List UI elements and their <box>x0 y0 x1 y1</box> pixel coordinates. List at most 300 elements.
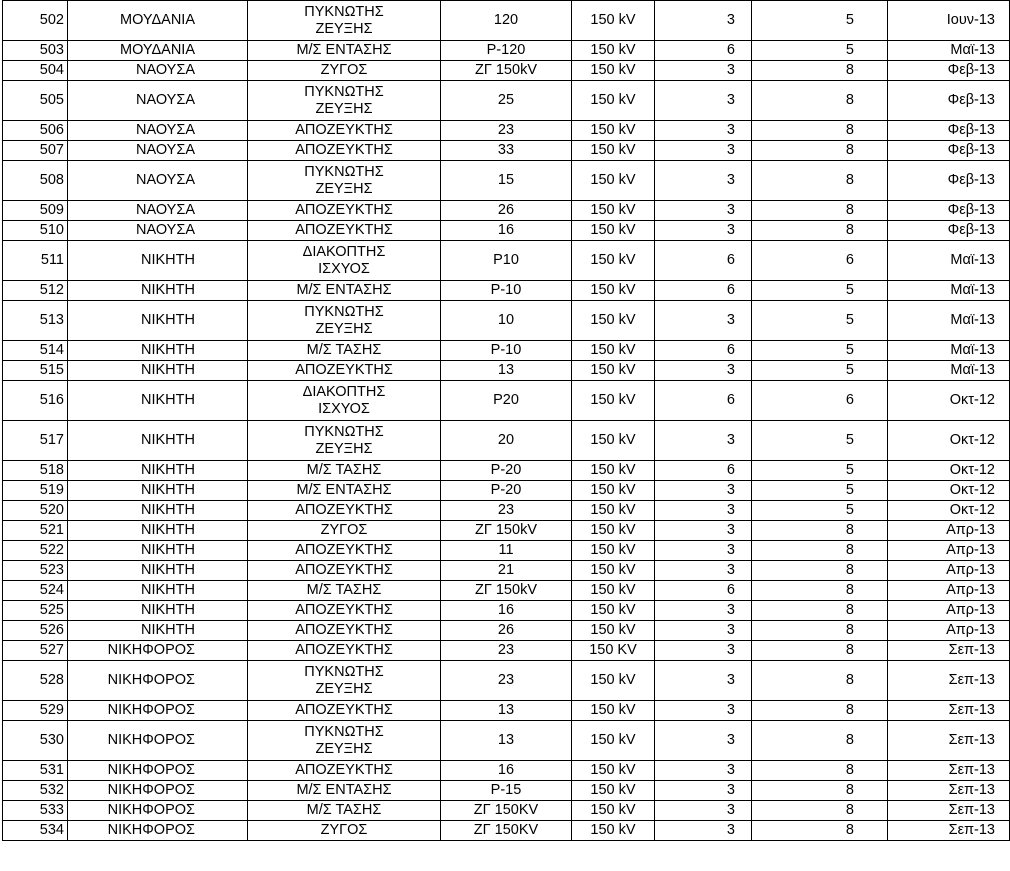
table-row <box>3 341 1010 361</box>
cell-code: 120 <box>441 1 572 41</box>
cell-number: 532 <box>3 781 68 801</box>
cell-number: 534 <box>3 821 68 841</box>
cell-number: 517 <box>3 421 68 461</box>
table-row <box>3 221 1010 241</box>
cell-voltage: 150 kV <box>572 781 655 801</box>
table-row <box>3 501 1010 521</box>
cell-equipment-type <box>248 1 441 41</box>
table-row <box>3 521 1010 541</box>
cell-date: Μαϊ-13 <box>888 281 1010 301</box>
cell-value-a: 3 <box>655 201 752 221</box>
cell-voltage: 150 kV <box>572 701 655 721</box>
cell-value-b: 5 <box>752 421 888 461</box>
cell-date: Οκτ-12 <box>888 501 1010 521</box>
cell-equipment-type <box>248 121 441 141</box>
cell-value-b: 8 <box>752 61 888 81</box>
cell-value-a: 3 <box>655 761 752 781</box>
equipment-type-line: ΖΕΥΞΗΣ <box>315 740 373 757</box>
table-row <box>3 381 1010 421</box>
table-row <box>3 361 1010 381</box>
cell-number: 519 <box>3 481 68 501</box>
cell-number: 505 <box>3 81 68 121</box>
equipment-type-line: Μ/Σ ΕΝΤΑΣΗΣ <box>296 42 392 58</box>
cell-value-a: 3 <box>655 621 752 641</box>
cell-equipment-type <box>248 521 441 541</box>
cell-equipment-type <box>248 41 441 61</box>
cell-equipment-type <box>248 761 441 781</box>
table-row <box>3 621 1010 641</box>
cell-location: ΝΑΟΥΣΑ <box>68 121 248 141</box>
cell-equipment-type <box>248 381 441 421</box>
equipment-type-line: ΑΠΟΖΕΥΚΤΗΣ <box>295 602 393 618</box>
cell-value-b: 8 <box>752 541 888 561</box>
cell-code: Ρ-10 <box>441 341 572 361</box>
cell-date: Απρ-13 <box>888 541 1010 561</box>
cell-equipment-type <box>248 561 441 581</box>
table-row <box>3 761 1010 781</box>
cell-location: ΝΙΚΗΦΟΡΟΣ <box>68 781 248 801</box>
cell-location: ΝΑΟΥΣΑ <box>68 61 248 81</box>
cell-value-a: 3 <box>655 541 752 561</box>
cell-value-b: 8 <box>752 201 888 221</box>
cell-number: 524 <box>3 581 68 601</box>
cell-voltage: 150 kV <box>572 821 655 841</box>
equipment-type-line: ΙΣΧΥΟΣ <box>318 400 370 417</box>
cell-value-a: 3 <box>655 781 752 801</box>
cell-number: 530 <box>3 721 68 761</box>
cell-value-a: 3 <box>655 361 752 381</box>
cell-value-a: 6 <box>655 581 752 601</box>
cell-equipment-type <box>248 161 441 201</box>
cell-date: Μαϊ-13 <box>888 41 1010 61</box>
cell-value-a: 6 <box>655 461 752 481</box>
cell-location: ΝΙΚΗΤΗ <box>68 501 248 521</box>
equipment-table-container <box>2 0 995 871</box>
cell-voltage: 150 kV <box>572 661 655 701</box>
cell-location: ΝΙΚΗΦΟΡΟΣ <box>68 761 248 781</box>
cell-code: ΖΓ 150kV <box>441 581 572 601</box>
cell-value-a: 3 <box>655 521 752 541</box>
equipment-type-line: Μ/Σ ΕΝΤΑΣΗΣ <box>296 282 392 298</box>
cell-date: Ιουν-13 <box>888 1 1010 41</box>
cell-voltage: 150 kV <box>572 241 655 281</box>
cell-code: 26 <box>441 621 572 641</box>
cell-equipment-type <box>248 821 441 841</box>
cell-value-b: 5 <box>752 361 888 381</box>
cell-voltage: 150 kV <box>572 601 655 621</box>
cell-equipment-type <box>248 721 441 761</box>
equipment-type-line: ΖΕΥΞΗΣ <box>315 100 373 117</box>
cell-date: Απρ-13 <box>888 581 1010 601</box>
cell-voltage: 150 kV <box>572 221 655 241</box>
cell-code: Ρ20 <box>441 381 572 421</box>
equipment-type-line: ΖΕΥΞΗΣ <box>315 680 373 697</box>
equipment-type-line: ΠΥΚΝΩΤΗΣ <box>304 83 384 100</box>
table-row <box>3 661 1010 701</box>
equipment-type-line: ΑΠΟΖΕΥΚΤΗΣ <box>295 562 393 578</box>
equipment-type-line: ΑΠΟΖΕΥΚΤΗΣ <box>295 122 393 138</box>
cell-number: 520 <box>3 501 68 521</box>
cell-code: 21 <box>441 561 572 581</box>
cell-value-b: 8 <box>752 81 888 121</box>
table-row <box>3 481 1010 501</box>
cell-number: 513 <box>3 301 68 341</box>
table-row <box>3 141 1010 161</box>
cell-code: 23 <box>441 501 572 521</box>
equipment-type-line: ΠΥΚΝΩΤΗΣ <box>304 3 384 20</box>
cell-number: 506 <box>3 121 68 141</box>
cell-voltage: 150 kV <box>572 281 655 301</box>
cell-number: 521 <box>3 521 68 541</box>
cell-number: 511 <box>3 241 68 281</box>
cell-number: 503 <box>3 41 68 61</box>
cell-voltage: 150 kV <box>572 161 655 201</box>
table-row <box>3 801 1010 821</box>
cell-date: Οκτ-12 <box>888 421 1010 461</box>
equipment-type-line: ΖΕΥΞΗΣ <box>315 20 373 37</box>
equipment-type-line: ΖΥΓΟΣ <box>320 822 368 838</box>
cell-voltage: 150 kV <box>572 721 655 761</box>
table-row <box>3 701 1010 721</box>
cell-location: ΝΙΚΗΤΗ <box>68 621 248 641</box>
equipment-type-line: ΠΥΚΝΩΤΗΣ <box>304 163 384 180</box>
cell-code: 23 <box>441 121 572 141</box>
cell-value-b: 8 <box>752 721 888 761</box>
cell-value-a: 3 <box>655 601 752 621</box>
cell-date: Οκτ-12 <box>888 461 1010 481</box>
cell-date: Σεπ-13 <box>888 661 1010 701</box>
cell-value-b: 8 <box>752 801 888 821</box>
equipment-type-line: ΠΥΚΝΩΤΗΣ <box>304 723 384 740</box>
cell-code: Ρ-10 <box>441 281 572 301</box>
cell-location: ΝΙΚΗΤΗ <box>68 581 248 601</box>
cell-voltage: 150 kV <box>572 41 655 61</box>
cell-location: ΝΙΚΗΤΗ <box>68 521 248 541</box>
cell-code: Ρ-15 <box>441 781 572 801</box>
equipment-type-line: ΑΠΟΖΕΥΚΤΗΣ <box>295 202 393 218</box>
equipment-type-line: ΠΥΚΝΩΤΗΣ <box>304 423 384 440</box>
table-row <box>3 1 1010 41</box>
cell-voltage: 150 kV <box>572 541 655 561</box>
cell-value-b: 8 <box>752 821 888 841</box>
cell-voltage: 150 kV <box>572 481 655 501</box>
equipment-type-line: ΔΙΑΚΟΠΤΗΣ <box>302 383 386 400</box>
table-row <box>3 561 1010 581</box>
cell-value-b: 8 <box>752 141 888 161</box>
cell-value-b: 8 <box>752 761 888 781</box>
equipment-type-line: ΖΥΓΟΣ <box>320 522 368 538</box>
cell-number: 502 <box>3 1 68 41</box>
equipment-type-line: ΠΥΚΝΩΤΗΣ <box>304 663 384 680</box>
cell-date: Σεπ-13 <box>888 821 1010 841</box>
cell-equipment-type <box>248 361 441 381</box>
cell-voltage: 150 kV <box>572 801 655 821</box>
table-row <box>3 781 1010 801</box>
table-row <box>3 721 1010 761</box>
cell-code: ΖΓ 150kV <box>441 61 572 81</box>
cell-code: 26 <box>441 201 572 221</box>
cell-value-b: 8 <box>752 601 888 621</box>
cell-date: Μαϊ-13 <box>888 361 1010 381</box>
table-row <box>3 61 1010 81</box>
equipment-type-line: ΑΠΟΖΕΥΚΤΗΣ <box>295 642 393 658</box>
cell-value-a: 3 <box>655 61 752 81</box>
cell-value-a: 3 <box>655 141 752 161</box>
cell-number: 509 <box>3 201 68 221</box>
cell-voltage: 150 kV <box>572 381 655 421</box>
equipment-type-line: ΑΠΟΖΕΥΚΤΗΣ <box>295 502 393 518</box>
equipment-table-body <box>3 1 1010 841</box>
equipment-type-line: Μ/Σ ΤΑΣΗΣ <box>306 802 382 818</box>
cell-number: 512 <box>3 281 68 301</box>
cell-location: ΝΙΚΗΤΗ <box>68 381 248 421</box>
cell-date: Απρ-13 <box>888 521 1010 541</box>
cell-value-a: 3 <box>655 221 752 241</box>
table-row <box>3 161 1010 201</box>
cell-location: ΝΙΚΗΤΗ <box>68 421 248 461</box>
cell-code: 23 <box>441 661 572 701</box>
cell-value-a: 3 <box>655 701 752 721</box>
cell-value-b: 8 <box>752 581 888 601</box>
cell-value-b: 8 <box>752 701 888 721</box>
cell-number: 507 <box>3 141 68 161</box>
cell-date: Φεβ-13 <box>888 201 1010 221</box>
cell-date: Φεβ-13 <box>888 221 1010 241</box>
cell-location: ΝΙΚΗΦΟΡΟΣ <box>68 641 248 661</box>
cell-equipment-type <box>248 641 441 661</box>
cell-equipment-type <box>248 281 441 301</box>
cell-code: ΖΓ 150KV <box>441 821 572 841</box>
cell-location: ΝΙΚΗΤΗ <box>68 561 248 581</box>
cell-equipment-type <box>248 601 441 621</box>
cell-voltage: 150 kV <box>572 361 655 381</box>
cell-voltage: 150 kV <box>572 561 655 581</box>
cell-equipment-type <box>248 61 441 81</box>
table-row <box>3 421 1010 461</box>
cell-location: ΝΙΚΗΦΟΡΟΣ <box>68 701 248 721</box>
cell-date: Φεβ-13 <box>888 141 1010 161</box>
cell-value-a: 3 <box>655 121 752 141</box>
table-row <box>3 41 1010 61</box>
cell-equipment-type <box>248 621 441 641</box>
cell-value-b: 8 <box>752 661 888 701</box>
cell-equipment-type <box>248 481 441 501</box>
cell-equipment-type <box>248 701 441 721</box>
cell-equipment-type <box>248 341 441 361</box>
cell-code: ΖΓ 150kV <box>441 521 572 541</box>
table-row <box>3 601 1010 621</box>
cell-equipment-type <box>248 461 441 481</box>
table-row <box>3 461 1010 481</box>
cell-equipment-type <box>248 201 441 221</box>
cell-date: Φεβ-13 <box>888 81 1010 121</box>
cell-code: Ρ-20 <box>441 481 572 501</box>
cell-value-a: 3 <box>655 421 752 461</box>
cell-value-b: 6 <box>752 381 888 421</box>
cell-value-a: 3 <box>655 561 752 581</box>
cell-number: 510 <box>3 221 68 241</box>
equipment-type-line: ΖΕΥΞΗΣ <box>315 180 373 197</box>
cell-value-b: 8 <box>752 121 888 141</box>
cell-code: 16 <box>441 761 572 781</box>
cell-date: Απρ-13 <box>888 621 1010 641</box>
cell-code: 16 <box>441 601 572 621</box>
cell-equipment-type <box>248 221 441 241</box>
equipment-type-line: ΖΥΓΟΣ <box>320 62 368 78</box>
cell-value-a: 6 <box>655 241 752 281</box>
cell-number: 522 <box>3 541 68 561</box>
cell-value-a: 3 <box>655 661 752 701</box>
equipment-table <box>2 0 1010 841</box>
cell-code: 20 <box>441 421 572 461</box>
cell-location: ΝΙΚΗΦΟΡΟΣ <box>68 821 248 841</box>
cell-equipment-type <box>248 581 441 601</box>
cell-voltage: 150 kV <box>572 201 655 221</box>
cell-voltage: 150 kV <box>572 81 655 121</box>
cell-number: 523 <box>3 561 68 581</box>
cell-number: 531 <box>3 761 68 781</box>
cell-location: ΝΙΚΗΦΟΡΟΣ <box>68 721 248 761</box>
cell-date: Σεπ-13 <box>888 761 1010 781</box>
cell-value-b: 5 <box>752 301 888 341</box>
table-row <box>3 121 1010 141</box>
cell-date: Οκτ-12 <box>888 481 1010 501</box>
cell-value-a: 3 <box>655 481 752 501</box>
cell-equipment-type <box>248 301 441 341</box>
cell-location: ΝΙΚΗΤΗ <box>68 341 248 361</box>
cell-code: 33 <box>441 141 572 161</box>
equipment-type-line: Μ/Σ ΤΑΣΗΣ <box>306 582 382 598</box>
cell-value-a: 6 <box>655 281 752 301</box>
cell-number: 526 <box>3 621 68 641</box>
equipment-type-line: ΙΣΧΥΟΣ <box>318 260 370 277</box>
cell-location: ΝΑΟΥΣΑ <box>68 201 248 221</box>
cell-value-a: 3 <box>655 1 752 41</box>
cell-location: ΝΙΚΗΤΗ <box>68 461 248 481</box>
cell-value-a: 6 <box>655 341 752 361</box>
cell-voltage: 150 kV <box>572 581 655 601</box>
cell-code: 11 <box>441 541 572 561</box>
cell-code: Ρ-20 <box>441 461 572 481</box>
equipment-type-line: ΔΙΑΚΟΠΤΗΣ <box>302 243 386 260</box>
cell-date: Φεβ-13 <box>888 61 1010 81</box>
cell-number: 504 <box>3 61 68 81</box>
cell-code: 13 <box>441 701 572 721</box>
equipment-type-line: ΑΠΟΖΕΥΚΤΗΣ <box>295 622 393 638</box>
cell-location: ΜΟΥΔΑΝΙΑ <box>68 1 248 41</box>
cell-voltage: 150 kV <box>572 1 655 41</box>
cell-value-b: 5 <box>752 41 888 61</box>
cell-date: Σεπ-13 <box>888 781 1010 801</box>
cell-code: Ρ-120 <box>441 41 572 61</box>
table-row <box>3 241 1010 281</box>
cell-voltage: 150 kV <box>572 461 655 481</box>
cell-voltage: 150 kV <box>572 301 655 341</box>
cell-voltage: 150 KV <box>572 641 655 661</box>
equipment-type-line: Μ/Σ ΤΑΣΗΣ <box>306 462 382 478</box>
cell-code: ΖΓ 150KV <box>441 801 572 821</box>
cell-value-b: 6 <box>752 241 888 281</box>
cell-voltage: 150 kV <box>572 341 655 361</box>
cell-voltage: 150 kV <box>572 121 655 141</box>
cell-code: 10 <box>441 301 572 341</box>
cell-value-b: 8 <box>752 221 888 241</box>
cell-date: Φεβ-13 <box>888 161 1010 201</box>
cell-location: ΝΑΟΥΣΑ <box>68 161 248 201</box>
cell-value-a: 3 <box>655 81 752 121</box>
cell-date: Μαϊ-13 <box>888 301 1010 341</box>
cell-value-b: 5 <box>752 341 888 361</box>
cell-equipment-type <box>248 661 441 701</box>
cell-date: Φεβ-13 <box>888 121 1010 141</box>
cell-code: Ρ10 <box>441 241 572 281</box>
equipment-type-line: Μ/Σ ΕΝΤΑΣΗΣ <box>296 782 392 798</box>
cell-number: 515 <box>3 361 68 381</box>
cell-value-b: 5 <box>752 501 888 521</box>
cell-value-b: 8 <box>752 561 888 581</box>
cell-value-a: 6 <box>655 41 752 61</box>
cell-voltage: 150 kV <box>572 61 655 81</box>
cell-number: 525 <box>3 601 68 621</box>
cell-code: 25 <box>441 81 572 121</box>
cell-value-b: 5 <box>752 481 888 501</box>
cell-code: 16 <box>441 221 572 241</box>
equipment-type-line: ΑΠΟΖΕΥΚΤΗΣ <box>295 362 393 378</box>
table-row <box>3 301 1010 341</box>
cell-equipment-type <box>248 781 441 801</box>
cell-location: ΝΙΚΗΤΗ <box>68 281 248 301</box>
cell-location: ΝΙΚΗΤΗ <box>68 361 248 381</box>
cell-value-b: 8 <box>752 621 888 641</box>
cell-equipment-type <box>248 541 441 561</box>
cell-location: ΝΙΚΗΤΗ <box>68 601 248 621</box>
cell-code: 13 <box>441 361 572 381</box>
cell-date: Σεπ-13 <box>888 641 1010 661</box>
cell-value-a: 3 <box>655 821 752 841</box>
cell-number: 518 <box>3 461 68 481</box>
cell-voltage: 150 kV <box>572 761 655 781</box>
cell-equipment-type <box>248 81 441 121</box>
cell-number: 533 <box>3 801 68 821</box>
cell-location: ΝΙΚΗΤΗ <box>68 541 248 561</box>
cell-value-a: 3 <box>655 721 752 761</box>
table-row <box>3 581 1010 601</box>
cell-location: ΝΑΟΥΣΑ <box>68 81 248 121</box>
cell-equipment-type <box>248 141 441 161</box>
cell-value-a: 3 <box>655 301 752 341</box>
cell-value-b: 8 <box>752 161 888 201</box>
table-row <box>3 281 1010 301</box>
cell-code: 23 <box>441 641 572 661</box>
cell-value-a: 3 <box>655 801 752 821</box>
cell-date: Σεπ-13 <box>888 701 1010 721</box>
cell-location: ΝΙΚΗΤΗ <box>68 241 248 281</box>
cell-equipment-type <box>248 501 441 521</box>
cell-value-a: 6 <box>655 381 752 421</box>
equipment-type-line: ΑΠΟΖΕΥΚΤΗΣ <box>295 762 393 778</box>
equipment-type-line: ΠΥΚΝΩΤΗΣ <box>304 303 384 320</box>
cell-value-b: 5 <box>752 281 888 301</box>
cell-value-b: 5 <box>752 461 888 481</box>
cell-date: Απρ-13 <box>888 601 1010 621</box>
cell-value-b: 8 <box>752 521 888 541</box>
equipment-type-line: ΑΠΟΖΕΥΚΤΗΣ <box>295 222 393 238</box>
cell-voltage: 150 kV <box>572 621 655 641</box>
cell-date: Μαϊ-13 <box>888 341 1010 361</box>
cell-location: ΝΙΚΗΦΟΡΟΣ <box>68 661 248 701</box>
table-row <box>3 541 1010 561</box>
cell-date: Σεπ-13 <box>888 721 1010 761</box>
